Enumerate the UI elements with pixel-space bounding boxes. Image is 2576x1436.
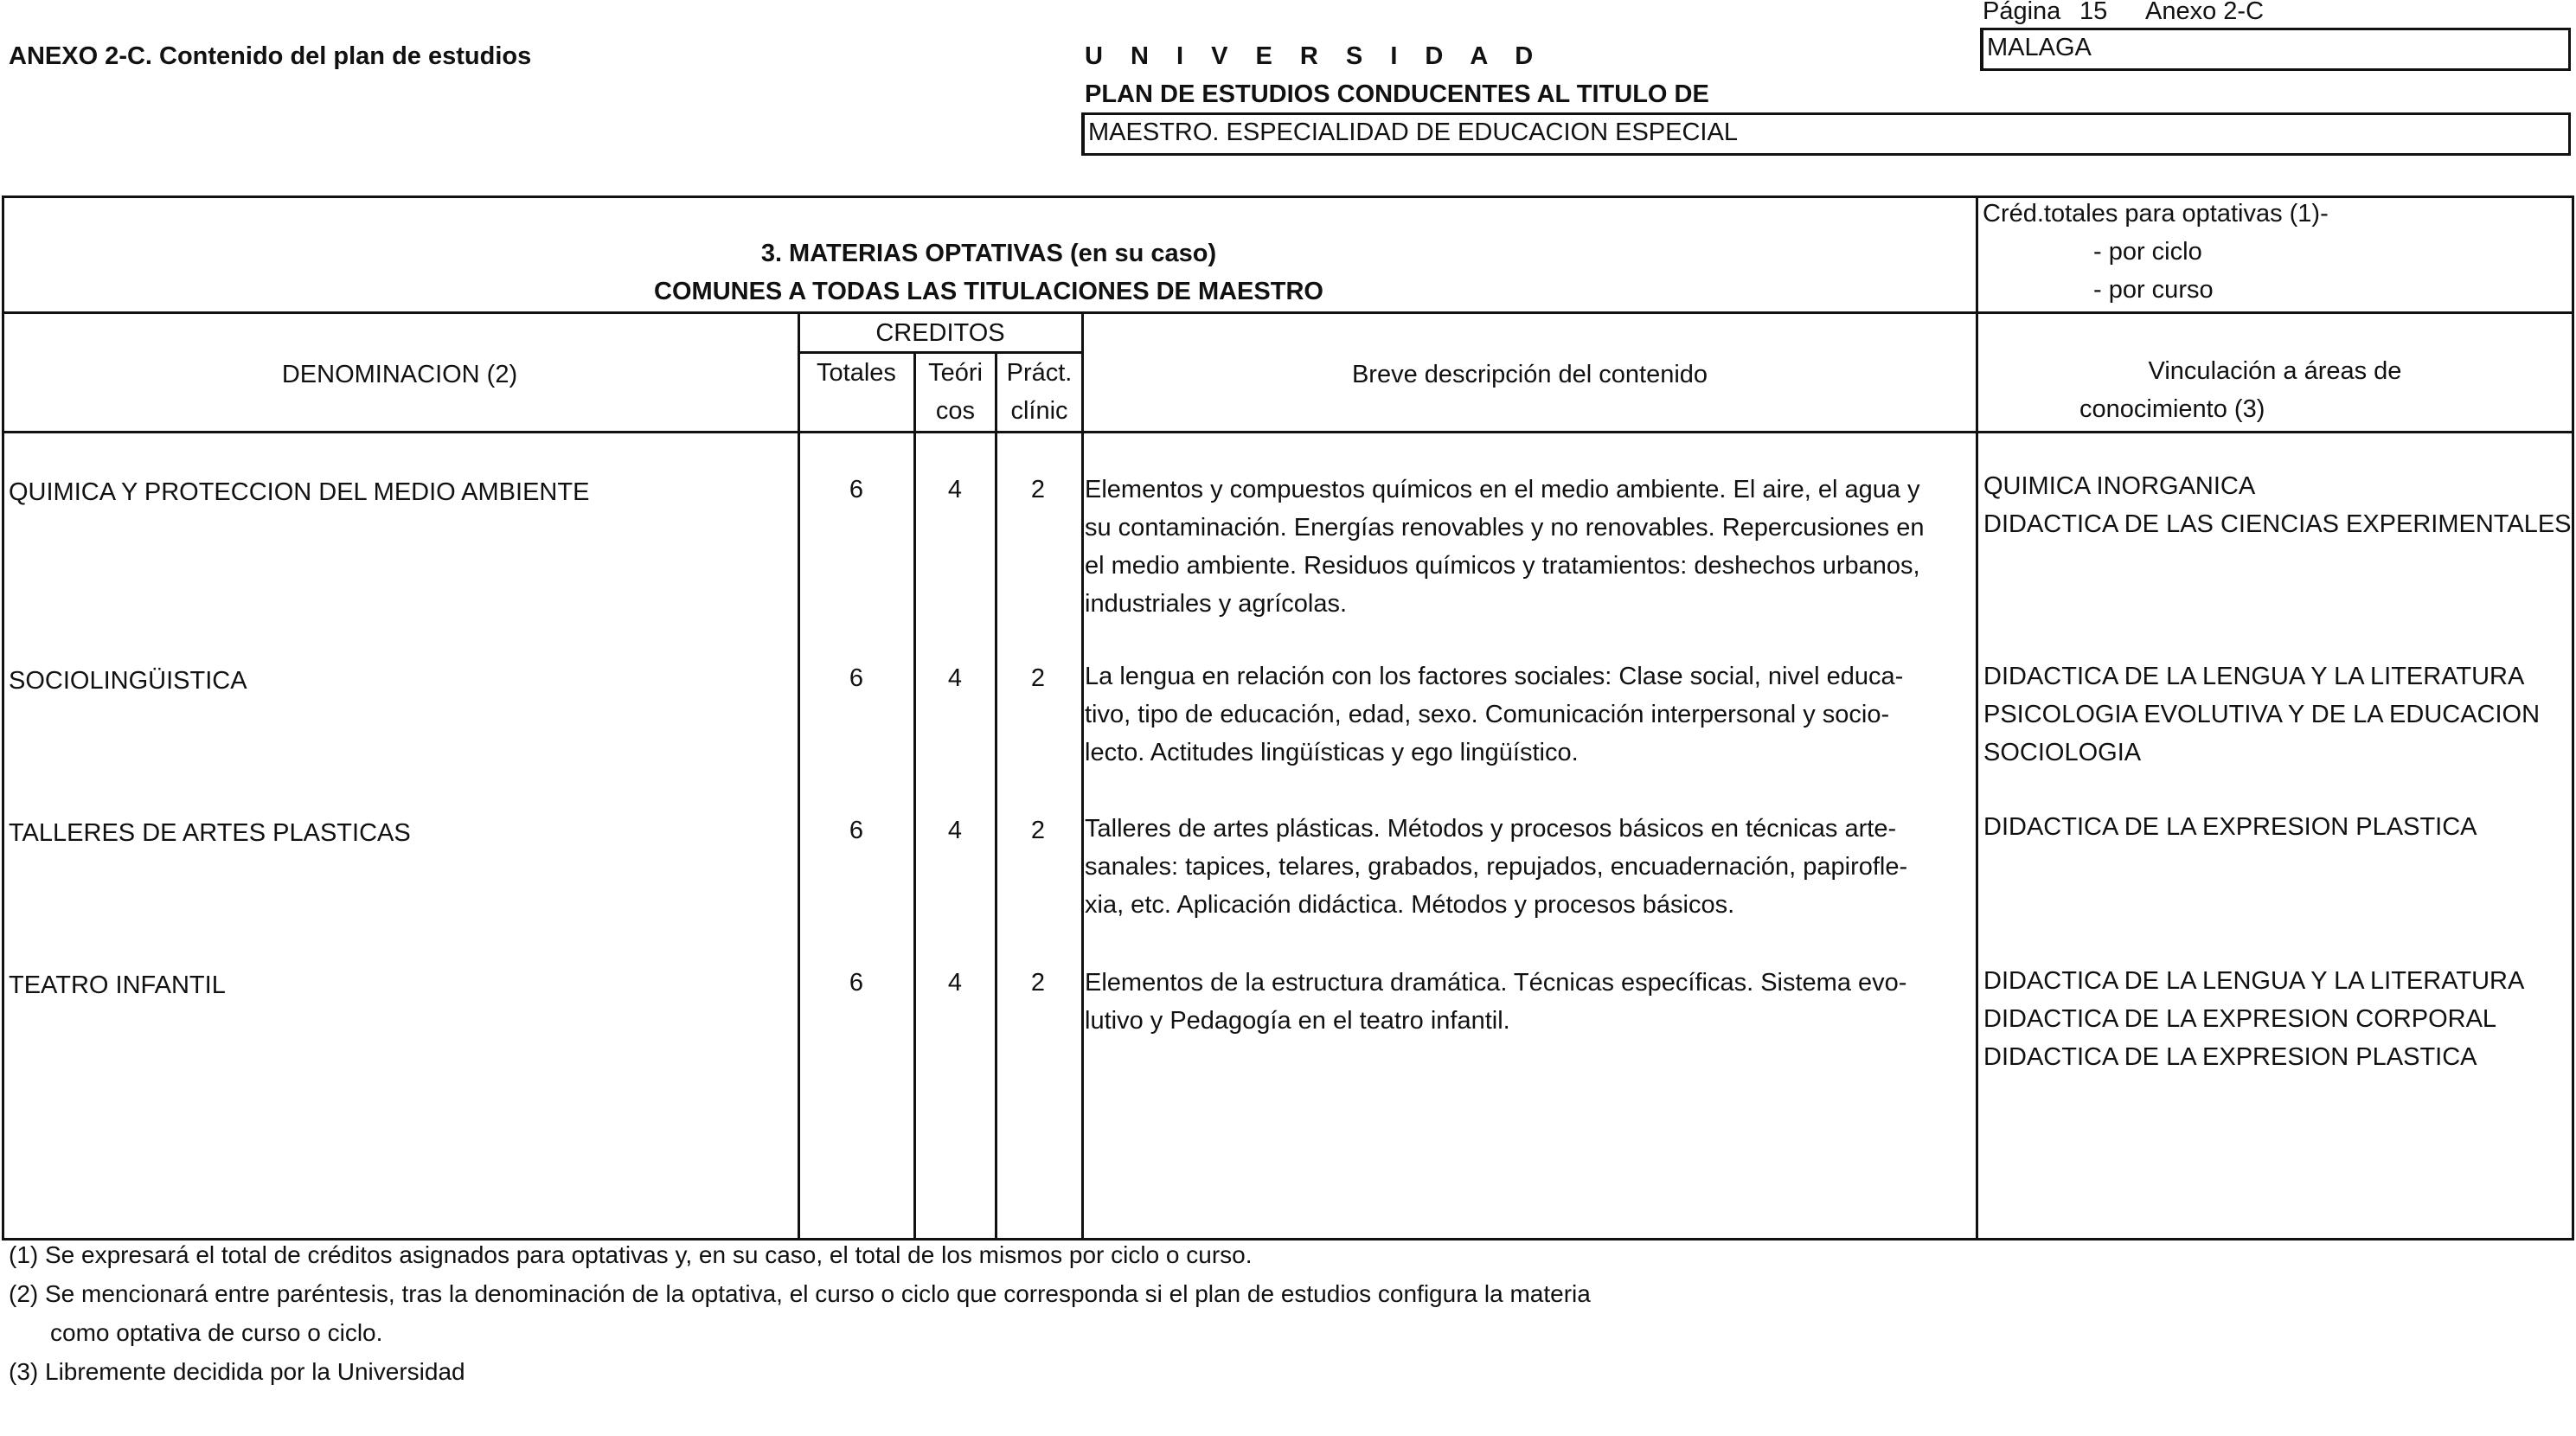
col-creditos: CREDITOS bbox=[875, 319, 1005, 347]
row-areas bbox=[1983, 657, 2540, 772]
area-line: DIDACTICA DE LA EXPRESION PLASTICA bbox=[1983, 813, 2477, 841]
row-practicos: 2 bbox=[1030, 476, 1046, 503]
practicos-column-line bbox=[995, 351, 997, 1240]
description-line: industriales y agrícolas. bbox=[1085, 590, 1348, 618]
col-practicos-top: Práct. bbox=[1006, 359, 1073, 387]
row-teoricos: 4 bbox=[947, 664, 963, 692]
area-line: DIDACTICA DE LA LENGUA Y LA LITERATURA bbox=[1983, 663, 2525, 690]
descripcion-column-line bbox=[1081, 311, 1084, 1240]
vinculacion-column-line bbox=[1976, 196, 1978, 1240]
row-teoricos: 4 bbox=[947, 817, 963, 844]
section-title: 3. MATERIAS OPTATIVAS (en su caso) bbox=[760, 240, 1217, 267]
annex-reference: Anexo 2-C bbox=[2145, 0, 2265, 25]
page-label: Página bbox=[1983, 0, 2061, 25]
row-practicos: 2 bbox=[1030, 664, 1046, 692]
col-descripcion: Breve descripción del contenido bbox=[1351, 361, 1708, 388]
row-description bbox=[1085, 810, 1945, 924]
description-line: La lengua en relación con los factores sociales: Clase social, nivel educa- bbox=[1085, 663, 1904, 690]
description-line: xia, etc. Aplicación didáctica. Métodos y procesos básicos. bbox=[1085, 891, 1735, 919]
description-line: sanales: tapices, telares, grabados, repujados, encuadernación, papirofle- bbox=[1085, 853, 1908, 881]
por-ciclo-label: - por ciclo bbox=[2093, 238, 2202, 266]
header-divider bbox=[2, 431, 2574, 433]
row-totales: 6 bbox=[849, 817, 864, 844]
row-name: SOCIOLINGÜISTICA bbox=[9, 667, 247, 695]
area-line: DIDACTICA DE LA LENGUA Y LA LITERATURA bbox=[1983, 967, 2525, 995]
annex-title: ANEXO 2-C. Contenido del plan de estudios bbox=[9, 42, 532, 70]
col-vinculacion-bottom: conocimiento (3) bbox=[2079, 395, 2265, 423]
description-line: Elementos y compuestos químicos en el medio ambiente. El aire, el agua y bbox=[1085, 476, 1920, 503]
description-line: Talleres de artes plásticas. Métodos y procesos básicos en técnicas arte- bbox=[1085, 815, 1897, 843]
col-practicos-bottom: clínic bbox=[1010, 397, 1068, 425]
row-name: TEATRO INFANTIL bbox=[9, 971, 226, 999]
plan-label: PLAN DE ESTUDIOS CONDUCENTES AL TITULO DE bbox=[1085, 80, 1709, 108]
section-subtitle: COMUNES A TODAS LAS TITULACIONES DE MAESTRO bbox=[654, 278, 1323, 305]
page-number: 15 bbox=[2079, 0, 2108, 25]
row-description bbox=[1085, 471, 1945, 623]
col-teoricos-top: Teóri bbox=[928, 359, 983, 387]
col-vinculacion-top: Vinculación a áreas de bbox=[2148, 357, 2402, 385]
footnote-2: (2) Se mencionará entre paréntesis, tras la denominación de la optativa, el curso o ciclo que corresponda si el plan de estudios configura la materia bbox=[9, 1280, 1591, 1307]
universidad-label: U N I V E R S I D A D bbox=[1085, 42, 1544, 70]
footnote-3: (3) Libremente decidida por la Universidad bbox=[9, 1358, 465, 1385]
row-description bbox=[1085, 657, 1945, 772]
area-line: PSICOLOGIA EVOLUTIVA Y DE LA EDUCACION bbox=[1983, 701, 2541, 728]
por-curso-label: - por curso bbox=[2093, 276, 2214, 304]
row-totales: 6 bbox=[849, 664, 864, 692]
description-line: su contaminación. Energías renovables y no renovables. Repercusiones en bbox=[1085, 514, 1925, 542]
totales-column-line bbox=[798, 311, 800, 1240]
row-totales: 6 bbox=[849, 969, 864, 997]
description-line: lutivo y Pedagogía en el teatro infantil. bbox=[1085, 1007, 1510, 1035]
area-line: QUIMICA INORGANICA bbox=[1983, 472, 2256, 500]
universidad-field: MALAGA bbox=[1980, 28, 2571, 71]
description-line: tivo, tipo de educación, edad, sexo. Comunicación interpersonal y socio- bbox=[1085, 701, 1890, 728]
footnote-1: (1) Se expresará el total de créditos asignados para optativas y, en su caso, el total de los mismos por ciclo o curso. bbox=[9, 1241, 1253, 1268]
row-name: TALLERES DE ARTES PLASTICAS bbox=[9, 819, 411, 847]
titulo-field: MAESTRO. ESPECIALIDAD DE EDUCACION ESPECIAL bbox=[1081, 112, 2571, 156]
row-teoricos: 4 bbox=[947, 476, 963, 503]
row-areas bbox=[1983, 962, 2524, 1076]
row-description bbox=[1085, 964, 1945, 1040]
row-areas bbox=[1983, 467, 2572, 543]
title-divider bbox=[2, 311, 2574, 314]
creditos-divider bbox=[799, 351, 1083, 354]
row-name: QUIMICA Y PROTECCION DEL MEDIO AMBIENTE bbox=[9, 478, 590, 506]
footnote-2-continued: como optativa de curso o ciclo. bbox=[50, 1319, 383, 1346]
cred-totales-label: Créd.totales para optativas (1)- bbox=[1983, 200, 2329, 228]
description-line: lecto. Actitudes lingüísticas y ego lingüístico. bbox=[1085, 739, 1579, 766]
row-totales: 6 bbox=[849, 476, 864, 503]
row-practicos: 2 bbox=[1030, 969, 1046, 997]
area-line: SOCIOLOGIA bbox=[1983, 739, 2142, 766]
row-teoricos: 4 bbox=[947, 969, 963, 997]
col-teoricos-bottom: cos bbox=[935, 397, 976, 425]
row-areas bbox=[1983, 808, 2477, 846]
row-practicos: 2 bbox=[1030, 817, 1046, 844]
area-line: DIDACTICA DE LAS CIENCIAS EXPERIMENTALES bbox=[1983, 510, 2572, 538]
col-totales: Totales bbox=[817, 359, 896, 387]
col-denominacion: DENOMINACION (2) bbox=[281, 361, 518, 388]
area-line: DIDACTICA DE LA EXPRESION PLASTICA bbox=[1983, 1043, 2477, 1071]
description-line: Elementos de la estructura dramática. Técnicas específicas. Sistema evo- bbox=[1085, 969, 1907, 997]
description-line: el medio ambiente. Residuos químicos y tratamientos: deshechos urbanos, bbox=[1085, 552, 1920, 580]
area-line: DIDACTICA DE LA EXPRESION CORPORAL bbox=[1983, 1005, 2497, 1033]
teoricos-column-line bbox=[913, 351, 916, 1240]
